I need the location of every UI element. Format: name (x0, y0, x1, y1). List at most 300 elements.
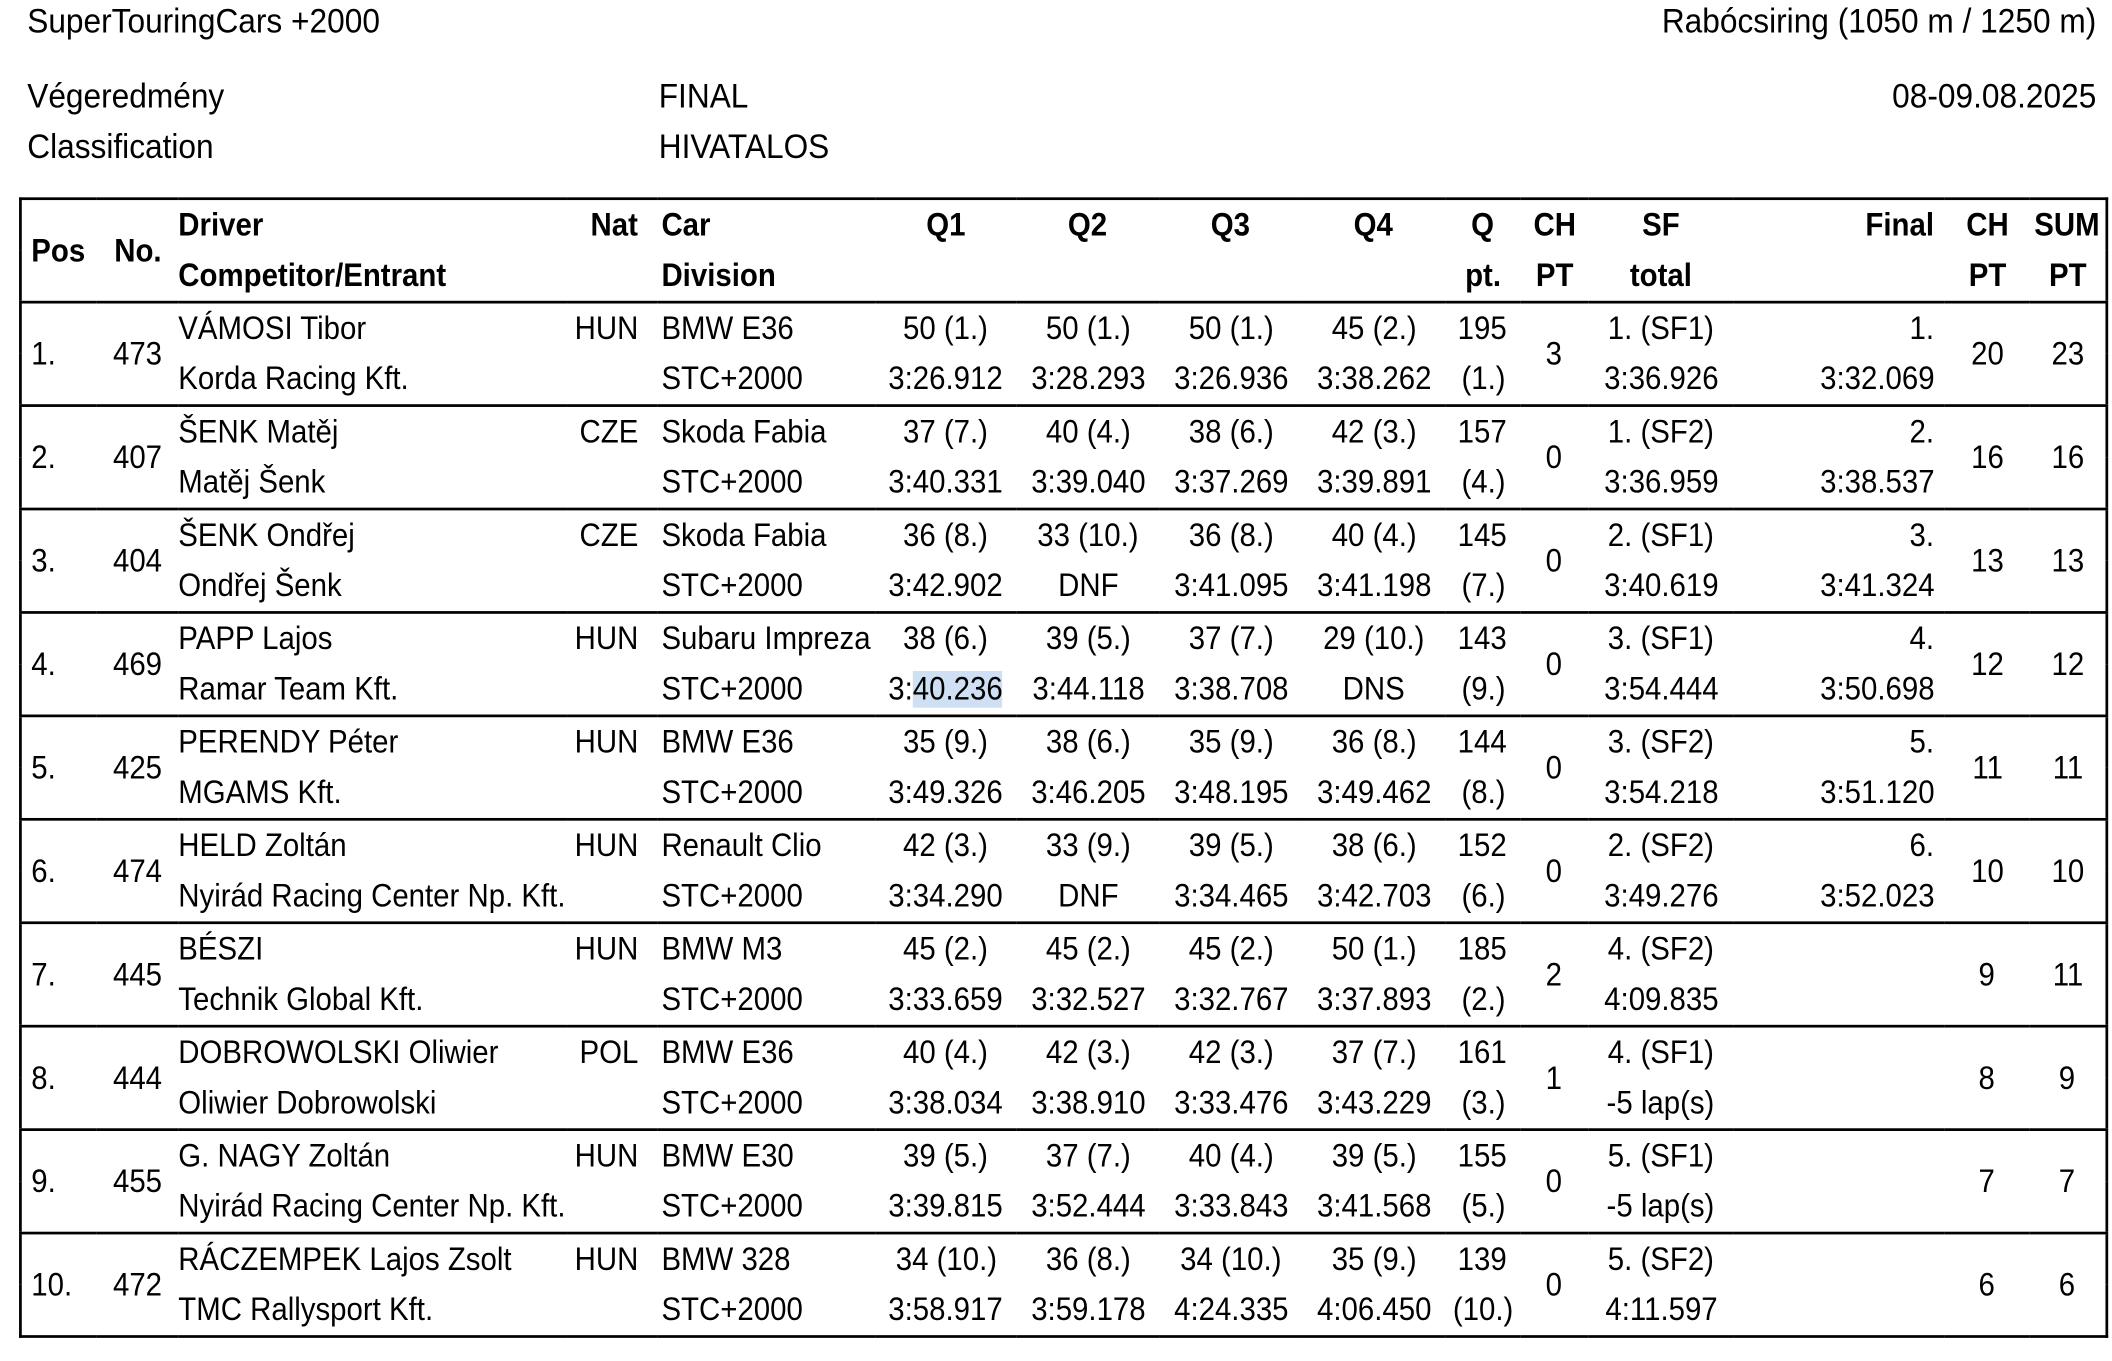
table-row (20, 612, 2106, 664)
q4-time (1302, 354, 1445, 406)
q2-points (1017, 716, 1160, 768)
selected-text-highlight[interactable]: 40.236 (913, 670, 1004, 708)
q4-time-text: 3:41.568 (1316, 1188, 1432, 1225)
q4-points-text: 29 (10.) (1323, 620, 1425, 658)
q4-time (1302, 1078, 1445, 1130)
q3-points-text: 37 (7.) (1188, 620, 1274, 658)
q3-points-text: 50 (1.) (1188, 310, 1274, 348)
q1-time-text: 3:26.912 (888, 360, 1004, 398)
qualifying-points (1445, 819, 1520, 871)
competitor-name (178, 768, 567, 820)
table-row (20, 923, 2106, 975)
q3-time-text: 3:41.095 (1173, 567, 1289, 605)
driver-name (178, 612, 567, 664)
car-number-text: 407 (112, 438, 162, 476)
nationality (568, 612, 658, 664)
q2-time (1017, 1181, 1160, 1233)
q4-time-text: 3:38.262 (1316, 360, 1432, 398)
q4-points (1302, 716, 1445, 768)
position (20, 302, 96, 405)
championship-points-final (1945, 302, 2029, 405)
division-text: STC+2000 (661, 360, 803, 398)
superfinal-time-text: 3:54.444 (1603, 670, 1719, 708)
q2-time (1017, 457, 1160, 509)
q3-time-text: 3:26.936 (1173, 360, 1289, 398)
qualifying-points (1445, 509, 1520, 561)
superfinal-time (1588, 1181, 1734, 1233)
superfinal-time-text: 3:54.218 (1603, 774, 1719, 812)
q2-time (1017, 354, 1160, 406)
q4-points (1302, 1026, 1445, 1078)
car-model (657, 406, 875, 458)
q3-time (1160, 974, 1303, 1026)
car-model (657, 302, 875, 354)
division-text: STC+2000 (661, 670, 803, 708)
q3-time (1160, 1078, 1303, 1130)
competitor-name-text: TMC Rallysport Kft. (178, 1291, 434, 1329)
q1-points-text: 36 (8.) (903, 517, 989, 554)
qualifying-points-text: 144 (1458, 724, 1508, 761)
q4-points-text: 37 (7.) (1331, 1034, 1417, 1072)
col-q2: Q2 (1068, 206, 1108, 244)
superfinal-result-text: 1. (SF1) (1608, 310, 1715, 348)
competitor-name (178, 1078, 567, 1130)
car-number (97, 612, 179, 715)
status-final: FINAL (658, 77, 749, 116)
car-number-text: 404 (112, 542, 162, 580)
q1-time-text: 3:42.902 (888, 567, 1004, 605)
superfinal-result (1588, 302, 1734, 354)
table-row-sub (20, 354, 2106, 406)
q1-time-text: 3:38.034 (888, 1084, 1004, 1122)
q1-points-text: 42 (3.) (903, 827, 989, 865)
q3-points-text: 35 (9.) (1188, 724, 1274, 761)
qualifying-points-text: 145 (1458, 517, 1508, 554)
championship-points-final (1945, 1233, 2029, 1336)
sum-points (2029, 1026, 2107, 1129)
col-competitor: Competitor/Entrant (178, 257, 447, 294)
table-row-sub (20, 768, 2106, 820)
q2-points-text: 45 (2.) (1045, 930, 1131, 968)
car-model-text: BMW 328 (661, 1241, 791, 1278)
sum-points-text: 9 (2059, 1059, 2076, 1097)
superfinal-result-text: 2. (SF1) (1608, 517, 1715, 554)
championship-points-qualifying-text: 3 (1546, 335, 1563, 373)
final-time-text: 3:38.537 (1819, 464, 1934, 501)
division (657, 457, 875, 509)
position (20, 819, 96, 922)
title-english: Classification (27, 127, 214, 167)
q2-points-text: 39 (5.) (1045, 620, 1131, 658)
q1-time (875, 561, 1017, 613)
division-text: STC+2000 (661, 1291, 803, 1329)
col-chpt2: CH (1965, 206, 2009, 244)
championship-points-final-text: 6 (1978, 1266, 1996, 1304)
q3-points (1160, 406, 1303, 458)
championship-points-final (1945, 923, 2029, 1026)
nationality-text: POL (579, 1034, 639, 1072)
q2-points-text: 50 (1.) (1045, 310, 1131, 348)
q1-time (875, 768, 1017, 820)
q1-points-text: 45 (2.) (903, 930, 989, 968)
q4-time (1302, 457, 1445, 509)
q1-points (875, 1026, 1017, 1078)
superfinal-time-text: -5 lap(s) (1607, 1084, 1716, 1122)
q2-time-text: 3:52.444 (1030, 1188, 1146, 1225)
superfinal-result (1588, 406, 1734, 458)
position (20, 1233, 96, 1336)
championship-points-final-text: 8 (1978, 1059, 1996, 1097)
q3-points (1160, 302, 1303, 354)
nationality-text: HUN (574, 620, 639, 658)
championship-points-final-text: 16 (1970, 438, 2004, 476)
qualifying-points (1445, 612, 1520, 664)
qualifying-points-text: 157 (1458, 413, 1508, 451)
superfinal-result-text: 1. (SF2) (1608, 413, 1715, 451)
position-text: 8. (31, 1059, 56, 1097)
qualifying-rank (1445, 1078, 1520, 1130)
table-row-sub (20, 1078, 2106, 1130)
col-sf-sub: total (1630, 257, 1693, 294)
q3-points-text: 38 (6.) (1188, 413, 1274, 451)
superfinal-result (1588, 819, 1734, 871)
q1-points (875, 612, 1017, 664)
championship-points-qualifying-text: 0 (1546, 749, 1563, 786)
q2-time (1017, 1285, 1160, 1337)
championship-points-qualifying-text: 0 (1546, 1162, 1563, 1200)
q2-points (1017, 1233, 1160, 1285)
championship-points-qualifying-text: 0 (1546, 852, 1563, 890)
superfinal-time-text: 3:36.959 (1603, 464, 1719, 501)
superfinal-result-text: 3. (SF1) (1608, 620, 1715, 658)
nationality-text: HUN (574, 1137, 639, 1175)
competitor-name-text: Nyirád Racing Center Np. Kft. (178, 877, 566, 915)
q4-time-text: 4:06.450 (1316, 1291, 1432, 1329)
nationality-text: HUN (574, 724, 639, 761)
superfinal-time-text: 4:09.835 (1603, 981, 1719, 1019)
table-row (20, 1233, 2106, 1285)
final-time (1734, 871, 1945, 923)
col-driver: Driver (178, 206, 264, 244)
q1-points-text: 38 (6.) (903, 620, 989, 658)
final-time-text: 3:52.023 (1819, 877, 1934, 915)
q1-time-text: 3:39.815 (888, 1188, 1004, 1225)
position (20, 1130, 96, 1233)
q3-points-text: 40 (4.) (1188, 1137, 1274, 1175)
sum-points-text: 23 (2050, 335, 2084, 373)
q3-time (1160, 871, 1303, 923)
qualifying-rank-text: (7.) (1460, 567, 1505, 605)
q2-time (1017, 561, 1160, 613)
q4-time-text: 3:42.703 (1316, 877, 1432, 915)
superfinal-result (1588, 1130, 1734, 1182)
q3-points-text: 34 (10.) (1180, 1241, 1282, 1278)
superfinal-time (1588, 1285, 1734, 1337)
championship-points-final (1945, 612, 2029, 715)
superfinal-result-text: 5. (SF2) (1608, 1241, 1715, 1278)
q3-time-text: 3:48.195 (1173, 774, 1289, 812)
col-sf: SF (1642, 206, 1680, 244)
final-position-text: 5. (1909, 724, 1934, 761)
championship-points-final (1945, 819, 2029, 922)
q4-points (1302, 819, 1445, 871)
division (657, 1181, 875, 1233)
division-text: STC+2000 (661, 1084, 803, 1122)
col-qpt: Q (1471, 206, 1495, 244)
q1-points (875, 302, 1017, 354)
col-pos: Pos (31, 232, 86, 269)
championship-points-final-text: 13 (1970, 542, 2004, 580)
qualifying-points-text: 161 (1458, 1034, 1508, 1072)
q2-points (1017, 612, 1160, 664)
car-number (97, 509, 179, 612)
position-text: 5. (31, 749, 56, 786)
superfinal-result-text: 3. (SF2) (1608, 724, 1715, 761)
car-number (97, 1233, 179, 1336)
sum-points-text: 6 (2059, 1266, 2076, 1304)
sum-points (2029, 1233, 2107, 1336)
position-text: 3. (31, 542, 56, 580)
superfinal-time (1588, 871, 1734, 923)
q4-time-text: 3:49.462 (1316, 774, 1432, 812)
q4-time (1302, 974, 1445, 1026)
final-time (1734, 1078, 1945, 1130)
driver-name-text: ŠENK Matěj (178, 413, 339, 451)
table-row-sub (20, 871, 2106, 923)
superfinal-result (1588, 923, 1734, 975)
final-position (1734, 716, 1945, 768)
q4-time-text: DNS (1342, 670, 1405, 708)
qualifying-rank-text: (6.) (1460, 877, 1505, 915)
q3-points (1160, 1026, 1303, 1078)
q1-time (875, 871, 1017, 923)
col-q1: Q1 (926, 206, 966, 244)
position-text: 4. (31, 645, 56, 683)
q3-time-text: 3:32.767 (1173, 981, 1289, 1019)
q4-time-text: 3:43.229 (1316, 1084, 1432, 1122)
col-no: No. (113, 232, 162, 269)
qualifying-rank-text: (10.) (1452, 1291, 1514, 1329)
q2-points-text: 37 (7.) (1045, 1137, 1131, 1175)
qualifying-rank (1445, 1285, 1520, 1337)
final-position (1734, 612, 1945, 664)
col-qpt-sub: pt. (1464, 257, 1501, 294)
car-number (97, 819, 179, 922)
q1-time (875, 457, 1017, 509)
sum-points-text: 7 (2059, 1162, 2076, 1200)
car-model (657, 819, 875, 871)
championship-points-qualifying (1520, 1233, 1588, 1336)
q4-time (1302, 561, 1445, 613)
q1-time-text: 3:40.331 (888, 464, 1004, 501)
qualifying-rank-text: (9.) (1460, 670, 1505, 708)
final-time (1734, 768, 1945, 820)
final-time (1734, 1181, 1945, 1233)
nationality-text: CZE (579, 517, 639, 554)
q4-points-text: 45 (2.) (1331, 310, 1417, 348)
driver-name-text: VÁMOSI Tibor (178, 310, 367, 348)
position-text: 7. (31, 956, 56, 993)
q3-time-text: 3:34.465 (1173, 877, 1289, 915)
col-division: Division (661, 257, 776, 294)
car-model (657, 1130, 875, 1182)
q2-time (1017, 871, 1160, 923)
q2-time (1017, 768, 1160, 820)
title-hungarian: Végeredmény (27, 77, 225, 116)
qualifying-rank (1445, 974, 1520, 1026)
final-position (1734, 1233, 1945, 1285)
qualifying-points (1445, 406, 1520, 458)
final-time (1734, 561, 1945, 613)
division (657, 768, 875, 820)
competitor-name-text: Ondřej Šenk (178, 567, 342, 605)
driver-name (178, 1130, 567, 1182)
results-table (19, 197, 2108, 1338)
q3-points-text: 36 (8.) (1188, 517, 1274, 554)
col-nat: Nat (590, 206, 639, 244)
col-chpt: CH (1533, 206, 1576, 244)
car-number-text: 455 (112, 1162, 162, 1200)
position-text: 2. (31, 438, 56, 476)
nationality-text: HUN (574, 827, 639, 865)
car-model-text: Skoda Fabia (661, 517, 827, 554)
division-text: STC+2000 (661, 1188, 803, 1225)
q3-points (1160, 612, 1303, 664)
table-row (20, 819, 2106, 871)
car-model (657, 1026, 875, 1078)
q1-time (875, 1285, 1017, 1337)
table-row-sub (20, 1181, 2106, 1233)
final-time (1734, 974, 1945, 1026)
competitor-name (178, 974, 567, 1026)
championship-points-qualifying (1520, 819, 1588, 922)
q1-time-text: 3:58.917 (888, 1291, 1004, 1329)
championship-points-final (1945, 1026, 2029, 1129)
championship-points-qualifying-text: 0 (1546, 645, 1563, 683)
table-row (20, 406, 2106, 458)
superfinal-time (1588, 664, 1734, 716)
sum-points (2029, 612, 2107, 715)
division (657, 1285, 875, 1337)
car-model-text: Skoda Fabia (661, 413, 827, 451)
superfinal-result (1588, 509, 1734, 561)
qualifying-points (1445, 1130, 1520, 1182)
sum-points (2029, 716, 2107, 819)
championship-points-final-text: 10 (1970, 852, 2004, 890)
competitor-name-text: Oliwier Dobrowolski (178, 1084, 437, 1122)
car-number (97, 1026, 179, 1129)
q3-points-text: 39 (5.) (1188, 827, 1274, 865)
qualifying-rank-text: (3.) (1460, 1084, 1505, 1122)
nationality-text: HUN (574, 310, 639, 348)
final-time (1734, 664, 1945, 716)
q1-points (875, 1233, 1017, 1285)
q3-points (1160, 819, 1303, 871)
q4-points-text: 38 (6.) (1331, 827, 1417, 865)
sum-points-text: 12 (2050, 645, 2084, 683)
q3-time (1160, 457, 1303, 509)
car-model (657, 509, 875, 561)
car-number (97, 302, 179, 405)
final-position-text: 1. (1909, 310, 1934, 348)
position (20, 509, 96, 612)
q3-points-text: 45 (2.) (1188, 930, 1274, 968)
q3-time (1160, 1181, 1303, 1233)
final-time-text: 3:32.069 (1819, 360, 1934, 398)
division-text: STC+2000 (661, 774, 803, 812)
q3-time (1160, 768, 1303, 820)
q3-points-text: 42 (3.) (1188, 1034, 1274, 1072)
championship-points-qualifying (1520, 923, 1588, 1026)
car-model-text: BMW M3 (661, 930, 783, 968)
sum-points-text: 11 (2052, 749, 2083, 786)
championship-points-qualifying (1520, 716, 1588, 819)
final-position (1734, 819, 1945, 871)
championship-points-qualifying-text: 0 (1546, 438, 1563, 476)
q4-points-text: 42 (3.) (1331, 413, 1417, 451)
sum-points (2029, 923, 2107, 1026)
q4-time-text: 3:41.198 (1316, 567, 1432, 605)
q2-points-text: 42 (3.) (1045, 1034, 1131, 1072)
superfinal-result-text: 5. (SF1) (1608, 1137, 1715, 1175)
q1-time (875, 354, 1017, 406)
q2-points-text: 33 (9.) (1045, 827, 1131, 865)
car-number (97, 716, 179, 819)
status-official: HIVATALOS (658, 127, 830, 167)
q3-points (1160, 1130, 1303, 1182)
car-model (657, 1233, 875, 1285)
championship-points-qualifying-text: 2 (1546, 956, 1563, 993)
position (20, 406, 96, 509)
driver-name-text: BÉSZI (178, 930, 264, 968)
q4-points-text: 36 (8.) (1331, 724, 1417, 761)
q1-time (875, 1181, 1017, 1233)
car-number-text: 445 (112, 956, 162, 993)
division (657, 871, 875, 923)
col-chpt-sub: PT (1535, 257, 1574, 294)
driver-name (178, 1233, 567, 1285)
results-body (20, 302, 2106, 1336)
nationality (568, 1026, 658, 1078)
q3-points (1160, 1233, 1303, 1285)
qualifying-points (1445, 1233, 1520, 1285)
final-time (1734, 354, 1945, 406)
nationality (568, 819, 658, 871)
q4-points (1302, 612, 1445, 664)
competitor-name-text: Technik Global Kft. (178, 981, 424, 1019)
final-position (1734, 923, 1945, 975)
driver-name-text: PERENDY Péter (178, 724, 399, 761)
division-text: STC+2000 (661, 981, 803, 1019)
qualifying-points (1445, 302, 1520, 354)
qualifying-rank (1445, 871, 1520, 923)
car-model-text: Subaru Impreza (661, 620, 871, 658)
q1-points (875, 509, 1017, 561)
driver-name (178, 406, 567, 458)
car-model-text: BMW E36 (661, 1034, 794, 1072)
championship-points-qualifying (1520, 612, 1588, 715)
q4-points (1302, 923, 1445, 975)
car-number-text: 444 (112, 1059, 162, 1097)
competitor-name-text: Ramar Team Kft. (178, 670, 399, 708)
q3-points (1160, 716, 1303, 768)
competitor-name-text: Korda Racing Kft. (178, 360, 409, 398)
position (20, 612, 96, 715)
final-position (1734, 406, 1945, 458)
championship-points-final-text: 11 (1971, 749, 2003, 786)
q2-time-text: 3:44.118 (1031, 670, 1145, 708)
championship-points-final (1945, 406, 2029, 509)
